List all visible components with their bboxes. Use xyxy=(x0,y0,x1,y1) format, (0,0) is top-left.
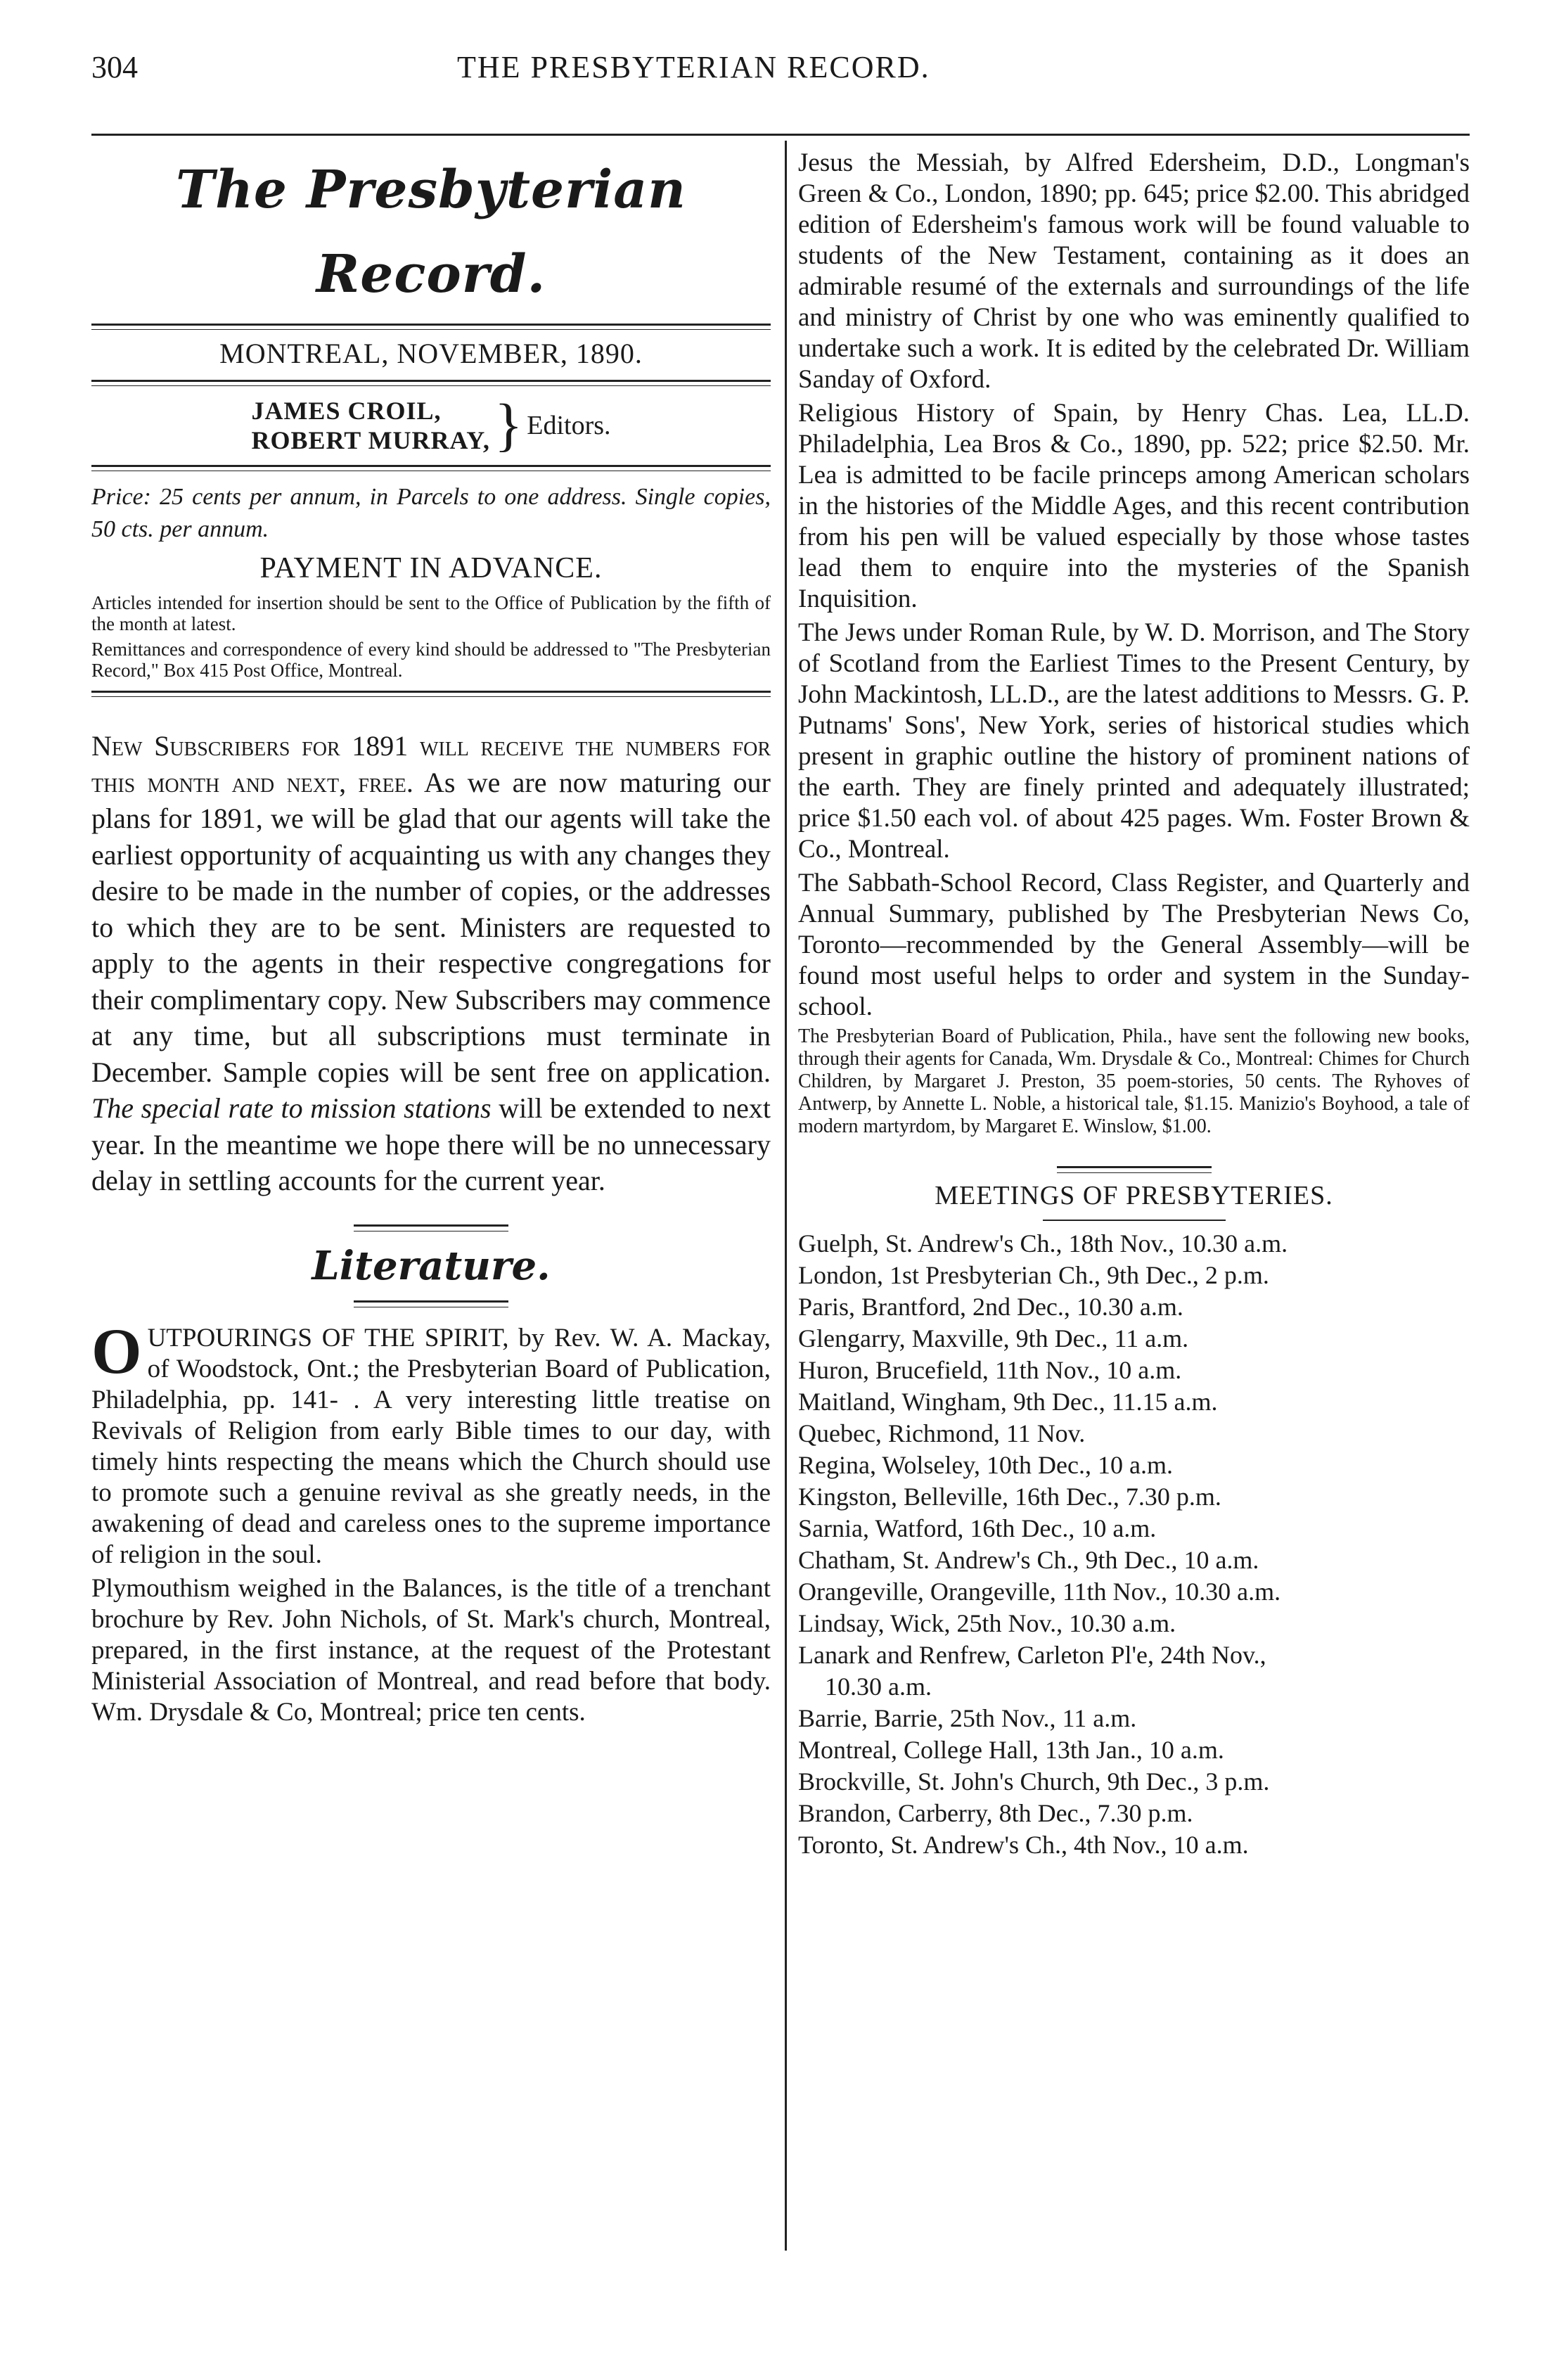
meetings-rule xyxy=(1043,1220,1226,1221)
drop-cap: O xyxy=(91,1314,142,1387)
section-divider xyxy=(354,1224,508,1231)
meeting-item: Maitland, Wingham, 9th Dec., 11.15 a.m. xyxy=(798,1388,1218,1416)
meeting-item: London, 1st Presbyterian Ch., 9th Dec., 2 p.m. xyxy=(798,1261,1269,1289)
meeting-item-continued: 10.30 a.m. xyxy=(825,1672,932,1701)
subscriber-notice xyxy=(91,728,771,1199)
meetings-list xyxy=(798,1228,1470,1861)
review-item: The Jews under Roman Rule, by W. D. Morrison, and The Story of Scotland from the Earliest Times to the Present Century, by John Mackintosh, LL.D., are the latest additions to Messrs. G. P. Putnams' Sons', New York, series of historical studies which present in graphic outline the history of prominent nations of the earth. They are finely printed and adequately illustrated; price $1.50 each vol. of about 425 pages. Wm. Foster Brown & Co., Montreal. xyxy=(798,618,1470,864)
running-header xyxy=(91,49,1470,105)
masthead-rule xyxy=(91,324,771,330)
meeting-item: Kingston, Belleville, 16th Dec., 7.30 p.m. xyxy=(798,1483,1221,1511)
brace-glyph: } xyxy=(494,392,523,458)
meeting-item: Brockville, St. John's Church, 9th Dec., 3 p.m. xyxy=(798,1767,1270,1796)
section-divider xyxy=(354,1300,508,1307)
price-line: Price: 25 cents per annum, in Parcels to one address. Single copies, 50 cts. per annum. xyxy=(91,484,771,542)
meeting-item: Montreal, College Hall, 13th Jan., 10 a.m. xyxy=(798,1736,1224,1764)
review-plymouthism: Plymouthism weighed in the Balances, is the title of a trenchant brochure by Rev. John Nichols, of St. Mark's church, Montreal, prepared, in the first instance, at the request of the Protestant Ministerial Association of Montreal, and read before that body. Wm. Drysdale & Co, Montreal; price ten cents. xyxy=(91,1573,771,1727)
notice-text: As we are now maturing our plans for 1891, we will be glad that our agents will take the earliest opportunity of acquainting us with any changes they desire to be made in the number of copies, or the addresses to which they are to be sent. Ministers are requested to apply to the agents in their respective congregations for their complimentary copy. New Subscribers may commence at any time, but all subscriptions must terminate in December. Sample copies will be sent free on application. xyxy=(91,766,771,1088)
board-note: The Presbyterian Board of Publication, Phila., have sent the following new books, through their agents for Canada, Wm. Drysdale & Co., Montreal: Chimes for Church Children, by Margaret J. Preston, 35 poem-stories, 50 cents. The Ryhoves of Antwerp, by Annette L. Noble, a historical tale, $1.15. Manizio's Boyhood, a tale of modern martyrdom, by Margaret E. Winslow, $1.00. xyxy=(798,1025,1470,1137)
meeting-item: Lanark and Renfrew, Carleton Pl'e, 24th Nov., xyxy=(798,1641,1266,1669)
notice-lead: New Subscribers for 1891 will receive the numbers for this month and next, free. xyxy=(91,730,771,798)
running-title: THE PRESBYTERIAN RECORD. xyxy=(457,50,930,84)
literature-heading: Literature. xyxy=(312,1242,551,1289)
payment-notice: PAYMENT IN ADVANCE. xyxy=(259,552,603,584)
meeting-item: Toronto, St. Andrew's Ch., 4th Nov., 10 a.m. xyxy=(798,1831,1249,1859)
left-column xyxy=(91,148,771,1731)
notice-tail: will be extended to next year. In the meantime we hope there will be no unnecessary delay in settling accounts for the current year. xyxy=(91,1092,771,1196)
editor-name: JAMES CROIL, xyxy=(251,397,442,425)
meeting-item: Lindsay, Wick, 25th Nov., 10.30 a.m. xyxy=(798,1609,1176,1637)
review-item: Jesus the Messiah, by Alfred Edersheim, D.D., Longman's Green & Co., London, 1890; pp. 645; price $2.00. This abridged edition of Edersheim's famous work will be found valuable to students of the New Testament, containing as it does an admirable resumé of the externals and surroundings of the life and ministry of Christ by one who was eminently qualified to undertake such a work. It is edited by the celebrated Dr. William Sanday of Oxford. xyxy=(798,148,1470,394)
right-column xyxy=(798,148,1470,1861)
dateline-rule xyxy=(91,380,771,386)
meeting-item: Sarnia, Watford, 16th Dec., 10 a.m. xyxy=(798,1514,1157,1542)
editor-name: ROBERT MURRAY, xyxy=(251,426,490,454)
notice-rule xyxy=(91,691,771,697)
header-rule xyxy=(91,134,1470,136)
editors-block xyxy=(91,392,771,458)
column-rule xyxy=(785,141,787,2251)
review-item: The Sabbath-School Record, Class Register, and Quarterly and Annual Summary, published by The Presbyterian News Co, Toronto—recommended by the General Assembly—will be found most useful helps to order and system in the Sunday-school. xyxy=(798,869,1470,1021)
section-divider xyxy=(1057,1166,1212,1173)
page-number: 304 xyxy=(91,50,138,84)
meetings-heading: MEETINGS OF PRESBYTERIES. xyxy=(935,1181,1333,1210)
review-outpourings xyxy=(91,1314,771,1570)
meeting-item: Regina, Wolseley, 10th Dec., 10 a.m. xyxy=(798,1451,1173,1479)
outpourings-text: UTPOURINGS OF THE SPIRIT, by Rev. W. A. Mackay, of Woodstock, Ont.; the Presbyterian Board of Publication, Philadelphia, pp. 141- . A very interesting little treatise on Revivals of Religion from early Bible times to our day, with timely hints respecting the means which the Church should use to promote such a genuine revival as she greatly needs, in the awakening of dead and careless ones to the supreme importance of religion in the soul. xyxy=(91,1323,771,1569)
meeting-item: Huron, Brucefield, 11th Nov., 10 a.m. xyxy=(798,1356,1182,1384)
meeting-item: Quebec, Richmond, 11 Nov. xyxy=(798,1419,1086,1447)
editors-label: Editors. xyxy=(527,411,611,440)
editors-rule xyxy=(91,465,771,471)
meeting-item: Chatham, St. Andrew's Ch., 9th Dec., 10 a.m. xyxy=(798,1546,1259,1574)
masthead-title: The Presbyterian Record. xyxy=(176,160,686,305)
meeting-item: Glengarry, Maxville, 9th Dec., 11 a.m. xyxy=(798,1324,1189,1352)
meeting-item: Brandon, Carberry, 8th Dec., 7.30 p.m. xyxy=(798,1799,1193,1827)
remittances-note: Remittances and correspondence of every kind should be addressed to "The Presbyterian Record," Box 415 Post Office, Montreal. xyxy=(91,639,771,681)
meeting-item: Orangeville, Orangeville, 11th Nov., 10.30 a.m. xyxy=(798,1578,1281,1606)
notice-italic: The special rate to mission stations xyxy=(91,1092,492,1124)
review-item: Religious History of Spain, by Henry Chas. Lea, LL.D. Philadelphia, Lea Bros & Co., 1890, pp. 522; price $2.50. Mr. Lea is admitted to be facile princeps among American scholars in the histories of the Middle Ages, and this recent contribution from his pen will be valued especially by those whose tastes lead them to enquire into the mysteries of the Spanish Inquisition. xyxy=(798,399,1470,613)
meeting-item: Barrie, Barrie, 25th Nov., 11 a.m. xyxy=(798,1704,1137,1732)
dateline: MONTREAL, NOVEMBER, 1890. xyxy=(219,338,643,369)
meeting-item: Paris, Brantford, 2nd Dec., 10.30 a.m. xyxy=(798,1293,1183,1321)
articles-note: Articles intended for insertion should be sent to the Office of Publication by the fifth of the month at latest. xyxy=(91,592,771,634)
meeting-item: Guelph, St. Andrew's Ch., 18th Nov., 10.30 a.m. xyxy=(798,1229,1288,1258)
